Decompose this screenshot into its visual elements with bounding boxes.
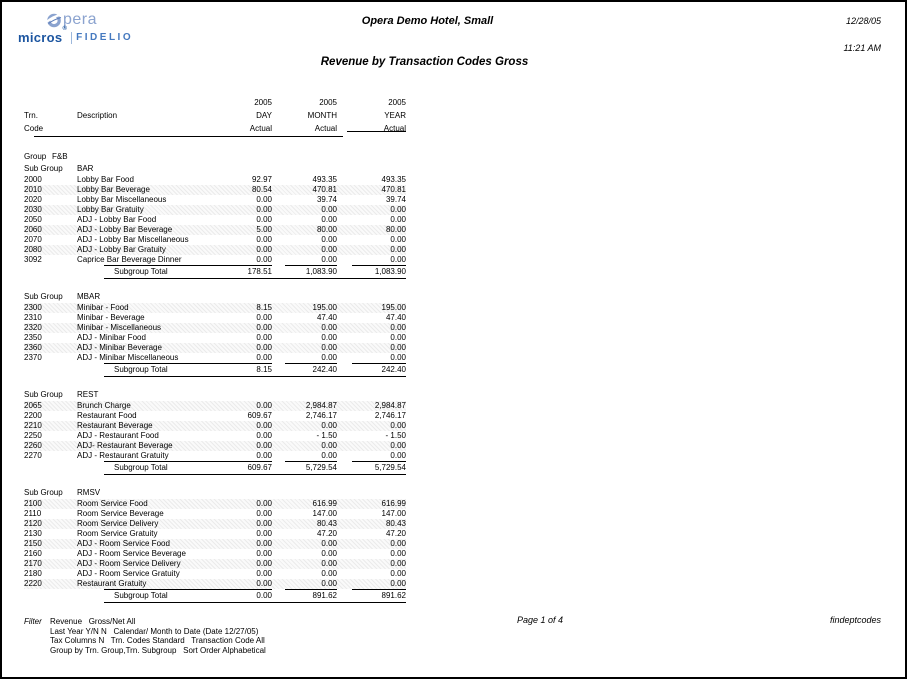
month-actual-cell: 0.00 — [321, 569, 337, 578]
subgroup-label: Sub Group — [24, 164, 63, 173]
subtotal-day-cell: 609.67 — [247, 463, 272, 472]
trn-code-cell: 2320 — [24, 323, 42, 332]
subgroup-label: Sub Group — [24, 390, 63, 399]
table-row — [24, 323, 406, 333]
trn-code-cell: 2250 — [24, 431, 42, 440]
table-header-line2 — [24, 109, 406, 122]
subtotal-year-cell: 5,729.54 — [374, 463, 406, 472]
filter-line: Last Year Y/N N Calendar/ Month to Date (Date 12/27/05) — [50, 626, 259, 636]
filter-label: Filter — [24, 617, 42, 626]
day-actual-cell: 0.00 — [256, 579, 272, 588]
month-actual-cell: 0.00 — [321, 343, 337, 352]
group-row — [24, 152, 406, 162]
subtotal-rule-bottom — [24, 278, 406, 279]
subgroup-name: MBAR — [77, 292, 101, 301]
subtotal-rule-bottom — [24, 376, 406, 377]
trn-code-cell: 2360 — [24, 343, 42, 352]
subtotal-rule-bottom — [24, 602, 406, 603]
year-actual-cell: 0.00 — [390, 245, 406, 254]
trn-code-cell: 3092 — [24, 255, 42, 264]
subtotal-row — [24, 590, 406, 601]
day-actual-cell: 0.00 — [256, 255, 272, 264]
subgroup-label: Sub Group — [24, 488, 63, 497]
year-actual-cell: 195.00 — [381, 303, 406, 312]
table-row — [24, 411, 406, 421]
trn-code-cell: 2065 — [24, 401, 42, 410]
trn-code-cell: 2300 — [24, 303, 42, 312]
table-row — [24, 255, 406, 265]
day-actual-cell: 0.00 — [256, 353, 272, 362]
micros-fidelio-logo — [16, 26, 134, 45]
table-row — [24, 529, 406, 539]
day-actual-cell: 609.67 — [247, 411, 272, 420]
table-row — [24, 569, 406, 579]
month-actual-cell: 147.00 — [312, 509, 337, 518]
subgroup-name: BAR — [77, 164, 94, 173]
year-actual-cell: 493.35 — [381, 175, 406, 184]
description-cell: ADJ - Minibar Food — [77, 333, 146, 342]
subtotal-label: Subgroup Total — [114, 463, 168, 472]
year-actual-cell: 0.00 — [390, 343, 406, 352]
table-row — [24, 441, 406, 451]
year-actual-cell: 2,984.87 — [374, 401, 406, 410]
year-actual-cell: 0.00 — [390, 559, 406, 568]
month-actual-cell: 80.00 — [316, 225, 337, 234]
month-actual-cell: 0.00 — [321, 549, 337, 558]
table-row — [24, 451, 406, 461]
subtotal-day-cell: 8.15 — [256, 365, 272, 374]
trn-code-cell: 2220 — [24, 579, 42, 588]
trn-code-cell: 2110 — [24, 509, 42, 518]
description-cell: ADJ - Room Service Beverage — [77, 549, 186, 558]
revenue-table — [24, 96, 406, 616]
description-cell: ADJ - Lobby Bar Gratuity — [77, 245, 166, 254]
trn-code-cell: 2010 — [24, 185, 42, 194]
month-actual-cell: 0.00 — [321, 559, 337, 568]
description-cell: Lobby Bar Beverage — [77, 185, 150, 194]
day-actual-cell: 0.00 — [256, 441, 272, 450]
month-actual-cell: 39.74 — [316, 195, 337, 204]
year-actual-cell: 147.00 — [381, 509, 406, 518]
fidelio-logo-text: FIDELIO — [76, 32, 134, 43]
day-actual-cell: 0.00 — [256, 519, 272, 528]
month-actual-cell: 0.00 — [321, 333, 337, 342]
table-row — [24, 539, 406, 549]
registered-mark: ® — [62, 26, 68, 32]
description-cell: Minibar - Miscellaneous — [77, 323, 162, 332]
trn-code-cell: 2000 — [24, 175, 42, 184]
table-row — [24, 225, 406, 235]
day-actual-cell: 0.00 — [256, 195, 272, 204]
page-title: Revenue by Transaction Codes Gross — [320, 56, 529, 68]
trn-code-cell: 2130 — [24, 529, 42, 538]
year-actual-cell: 0.00 — [390, 205, 406, 214]
description-cell: Room Service Gratuity — [77, 529, 158, 538]
subtotal-label: Subgroup Total — [114, 591, 168, 600]
subgroup-section — [24, 292, 406, 377]
day-actual-cell: 0.00 — [256, 235, 272, 244]
day-actual-cell: 0.00 — [256, 549, 272, 558]
year-actual-cell: 0.00 — [390, 569, 406, 578]
code-header: Code — [24, 124, 44, 133]
month-actual-cell: 2,746.17 — [305, 411, 337, 420]
month-actual-cell: 0.00 — [321, 245, 337, 254]
trn-code-cell: 2020 — [24, 195, 42, 204]
year-actual-cell: 0.00 — [390, 323, 406, 332]
subtotal-row — [24, 462, 406, 473]
trn-code-cell: 2030 — [24, 205, 42, 214]
day-actual-cell: 0.00 — [256, 401, 272, 410]
trn-code-cell: 2180 — [24, 569, 42, 578]
month-actual-cell: 0.00 — [321, 451, 337, 460]
filter-line: Group by Trn. Group,Trn. Subgroup Sort Order Alphabetical — [50, 645, 266, 655]
day-actual-cell: 0.00 — [256, 569, 272, 578]
table-row — [24, 175, 406, 185]
description-cell: Minibar - Beverage — [77, 313, 145, 322]
description-cell: ADJ- Restaurant Beverage — [77, 441, 173, 450]
month-actual-cell: 80.43 — [316, 519, 337, 528]
subgroup-section — [24, 164, 406, 279]
description-cell: ADJ - Minibar Miscellaneous — [77, 353, 179, 362]
month-actual-cell: 47.40 — [316, 313, 337, 322]
subtotal-month-cell: 891.62 — [312, 591, 337, 600]
month-actual-cell: 0.00 — [321, 235, 337, 244]
description-cell: ADJ - Room Service Delivery — [77, 559, 181, 568]
month-actual-header: Actual — [314, 124, 337, 133]
day-actual-cell: 0.00 — [256, 451, 272, 460]
day-actual-cell: 0.00 — [256, 343, 272, 352]
filter-line: Revenue Gross/Net All — [50, 617, 136, 626]
month-actual-cell: 0.00 — [321, 205, 337, 214]
trn-code-cell: 2060 — [24, 225, 42, 234]
subgroup-section — [24, 390, 406, 475]
trn-code-cell: 2370 — [24, 353, 42, 362]
day-actual-cell: 0.00 — [256, 431, 272, 440]
year-actual-header: Actual — [383, 124, 406, 133]
day-actual-cell: 0.00 — [256, 333, 272, 342]
month-actual-cell: 47.20 — [316, 529, 337, 538]
day-actual-cell: 5.00 — [256, 225, 272, 234]
year-actual-cell: 0.00 — [390, 353, 406, 362]
year-actual-cell: 0.00 — [390, 441, 406, 450]
day-actual-header: Actual — [249, 124, 272, 133]
year-year-header: 2005 — [388, 98, 406, 107]
year-actual-cell: 0.00 — [390, 579, 406, 588]
description-cell: ADJ - Room Service Gratuity — [77, 569, 180, 578]
day-actual-cell: 0.00 — [256, 313, 272, 322]
subgroup-section — [24, 488, 406, 603]
description-header: Description — [77, 111, 118, 120]
micros-logo-text: micros® — [18, 26, 68, 45]
report-time: 11:21 AM — [843, 43, 881, 53]
description-cell: ADJ - Restaurant Food — [77, 431, 159, 440]
subgroup-name: RMSV — [77, 488, 101, 497]
year-actual-cell: 80.00 — [385, 225, 406, 234]
month-header: MONTH — [307, 111, 337, 120]
day-actual-cell: 0.00 — [256, 421, 272, 430]
day-year-header: 2005 — [254, 98, 272, 107]
trn-code-cell: 2120 — [24, 519, 42, 528]
table-row — [24, 185, 406, 195]
subgroup-header-row — [24, 390, 406, 400]
month-actual-cell: - 1.50 — [316, 431, 337, 440]
description-cell: ADJ - Room Service Food — [77, 539, 170, 548]
trn-code-cell: 2170 — [24, 559, 42, 568]
table-row — [24, 519, 406, 529]
day-actual-cell: 0.00 — [256, 509, 272, 518]
table-row — [24, 401, 406, 411]
day-header: DAY — [256, 111, 272, 120]
table-header-line1 — [24, 96, 406, 109]
table-row — [24, 431, 406, 441]
group-label: Group — [24, 152, 47, 161]
subgroup-header-row — [24, 292, 406, 302]
trn-code-cell: 2260 — [24, 441, 42, 450]
subtotal-row — [24, 364, 406, 375]
year-actual-cell: 80.43 — [385, 519, 406, 528]
trn-code-cell: 2310 — [24, 313, 42, 322]
filter-lines — [50, 617, 266, 655]
table-row — [24, 353, 406, 363]
day-actual-cell: 0.00 — [256, 205, 272, 214]
subtotal-row — [24, 266, 406, 277]
day-actual-cell: 0.00 — [256, 215, 272, 224]
table-row — [24, 205, 406, 215]
year-actual-cell: 0.00 — [390, 215, 406, 224]
month-actual-cell: 0.00 — [321, 441, 337, 450]
trn-code-cell: 2100 — [24, 499, 42, 508]
month-actual-cell: 195.00 — [312, 303, 337, 312]
trn-code-cell: 2070 — [24, 235, 42, 244]
table-row — [24, 509, 406, 519]
description-cell: Brunch Charge — [77, 401, 131, 410]
subtotal-month-cell: 1,083.90 — [305, 267, 337, 276]
year-actual-cell: 0.00 — [390, 539, 406, 548]
table-row — [24, 549, 406, 559]
description-cell: Lobby Bar Food — [77, 175, 134, 184]
description-cell: ADJ - Lobby Bar Beverage — [77, 225, 173, 234]
table-row — [24, 303, 406, 313]
year-actual-cell: 47.40 — [385, 313, 406, 322]
table-row — [24, 333, 406, 343]
trn-code-cell: 2200 — [24, 411, 42, 420]
description-cell: Room Service Food — [77, 499, 148, 508]
subtotal-day-cell: 0.00 — [256, 591, 272, 600]
subtotal-month-cell: 242.40 — [312, 365, 337, 374]
table-row — [24, 559, 406, 569]
opera-logo-text: pera — [63, 11, 98, 28]
group-name: F&B — [52, 152, 68, 161]
subgroup-name: REST — [77, 390, 99, 399]
year-actual-cell: 47.20 — [385, 529, 406, 538]
day-actual-cell: 80.54 — [251, 185, 272, 194]
trn-header: Trn. — [24, 111, 38, 120]
table-row — [24, 499, 406, 509]
day-actual-cell: 0.00 — [256, 539, 272, 548]
year-actual-cell: 0.00 — [390, 451, 406, 460]
year-actual-cell: 616.99 — [381, 499, 406, 508]
month-actual-cell: 0.00 — [321, 579, 337, 588]
year-actual-cell: 0.00 — [390, 235, 406, 244]
subtotal-year-cell: 1,083.90 — [374, 267, 406, 276]
subgroup-header-row — [24, 488, 406, 498]
table-row — [24, 195, 406, 205]
description-cell: ADJ - Lobby Bar Miscellaneous — [77, 235, 189, 244]
month-actual-cell: 2,984.87 — [305, 401, 337, 410]
table-row — [24, 313, 406, 323]
year-actual-cell: 0.00 — [390, 549, 406, 558]
subgroup-header-row — [24, 164, 406, 174]
description-cell: Minibar - Food — [77, 303, 129, 312]
hotel-name: Opera Demo Hotel, Small — [361, 15, 494, 27]
month-actual-cell: 493.35 — [312, 175, 337, 184]
description-cell: Room Service Delivery — [77, 519, 159, 528]
subtotal-day-cell: 178.51 — [247, 267, 272, 276]
subtotal-year-cell: 891.62 — [381, 591, 406, 600]
year-actual-cell: 470.81 — [381, 185, 406, 194]
month-year-header: 2005 — [319, 98, 337, 107]
description-cell: ADJ - Lobby Bar Food — [77, 215, 157, 224]
month-actual-cell: 0.00 — [321, 215, 337, 224]
month-actual-cell: 0.00 — [321, 323, 337, 332]
year-actual-cell: - 1.50 — [385, 431, 406, 440]
month-actual-cell: 0.00 — [321, 353, 337, 362]
subtotal-month-cell: 5,729.54 — [305, 463, 337, 472]
trn-code-cell: 2350 — [24, 333, 42, 342]
filter-line: Tax Columns N Trn. Codes Standard Transaction Code All — [50, 636, 265, 645]
description-cell: Restaurant Food — [77, 411, 137, 420]
description-cell: Lobby Bar Miscellaneous — [77, 195, 167, 204]
subtotal-year-cell: 242.40 — [381, 365, 406, 374]
table-row — [24, 245, 406, 255]
year-actual-cell: 0.00 — [390, 333, 406, 342]
year-header: YEAR — [384, 111, 406, 120]
year-actual-cell: 0.00 — [390, 255, 406, 264]
day-actual-cell: 0.00 — [256, 245, 272, 254]
year-actual-cell: 2,746.17 — [374, 411, 406, 420]
subgroup-label: Sub Group — [24, 292, 63, 301]
page-indicator: Page 1 of 4 — [517, 615, 564, 625]
table-row — [24, 235, 406, 245]
table-row — [24, 579, 406, 589]
day-actual-cell: 92.97 — [251, 175, 272, 184]
description-cell: Restaurant Gratuity — [77, 579, 147, 588]
header-rule — [24, 136, 406, 141]
trn-code-cell: 2160 — [24, 549, 42, 558]
month-actual-cell: 0.00 — [321, 255, 337, 264]
day-actual-cell: 0.00 — [256, 559, 272, 568]
year-actual-cell: 39.74 — [385, 195, 406, 204]
filter-summary — [24, 617, 266, 655]
table-body — [24, 164, 406, 603]
description-cell: ADJ - Minibar Beverage — [77, 343, 162, 352]
description-cell: Caprice Bar Beverage Dinner — [77, 255, 182, 264]
description-cell: Room Service Beverage — [77, 509, 164, 518]
trn-code-cell: 2270 — [24, 451, 42, 460]
description-cell: ADJ - Restaurant Gratuity — [77, 451, 169, 460]
day-actual-cell: 0.00 — [256, 529, 272, 538]
description-cell: Lobby Bar Gratuity — [77, 205, 144, 214]
description-cell: Restaurant Beverage — [77, 421, 153, 430]
table-row — [24, 343, 406, 353]
month-actual-cell: 0.00 — [321, 539, 337, 548]
logo-divider — [71, 32, 72, 44]
subtotal-label: Subgroup Total — [114, 267, 168, 276]
month-actual-cell: 616.99 — [312, 499, 337, 508]
table-row — [24, 421, 406, 431]
subtotal-rule-bottom — [24, 474, 406, 475]
day-actual-cell: 0.00 — [256, 323, 272, 332]
day-actual-cell: 8.15 — [256, 303, 272, 312]
trn-code-cell: 2150 — [24, 539, 42, 548]
report-code: findeptcodes — [829, 615, 881, 625]
table-row — [24, 215, 406, 225]
trn-code-cell: 2210 — [24, 421, 42, 430]
subtotal-label: Subgroup Total — [114, 365, 168, 374]
report-date: 12/28/05 — [845, 16, 881, 26]
month-actual-cell: 470.81 — [312, 185, 337, 194]
year-actual-cell: 0.00 — [390, 421, 406, 430]
trn-code-cell: 2050 — [24, 215, 42, 224]
day-actual-cell: 0.00 — [256, 499, 272, 508]
month-actual-cell: 0.00 — [321, 421, 337, 430]
trn-code-cell: 2080 — [24, 245, 42, 254]
